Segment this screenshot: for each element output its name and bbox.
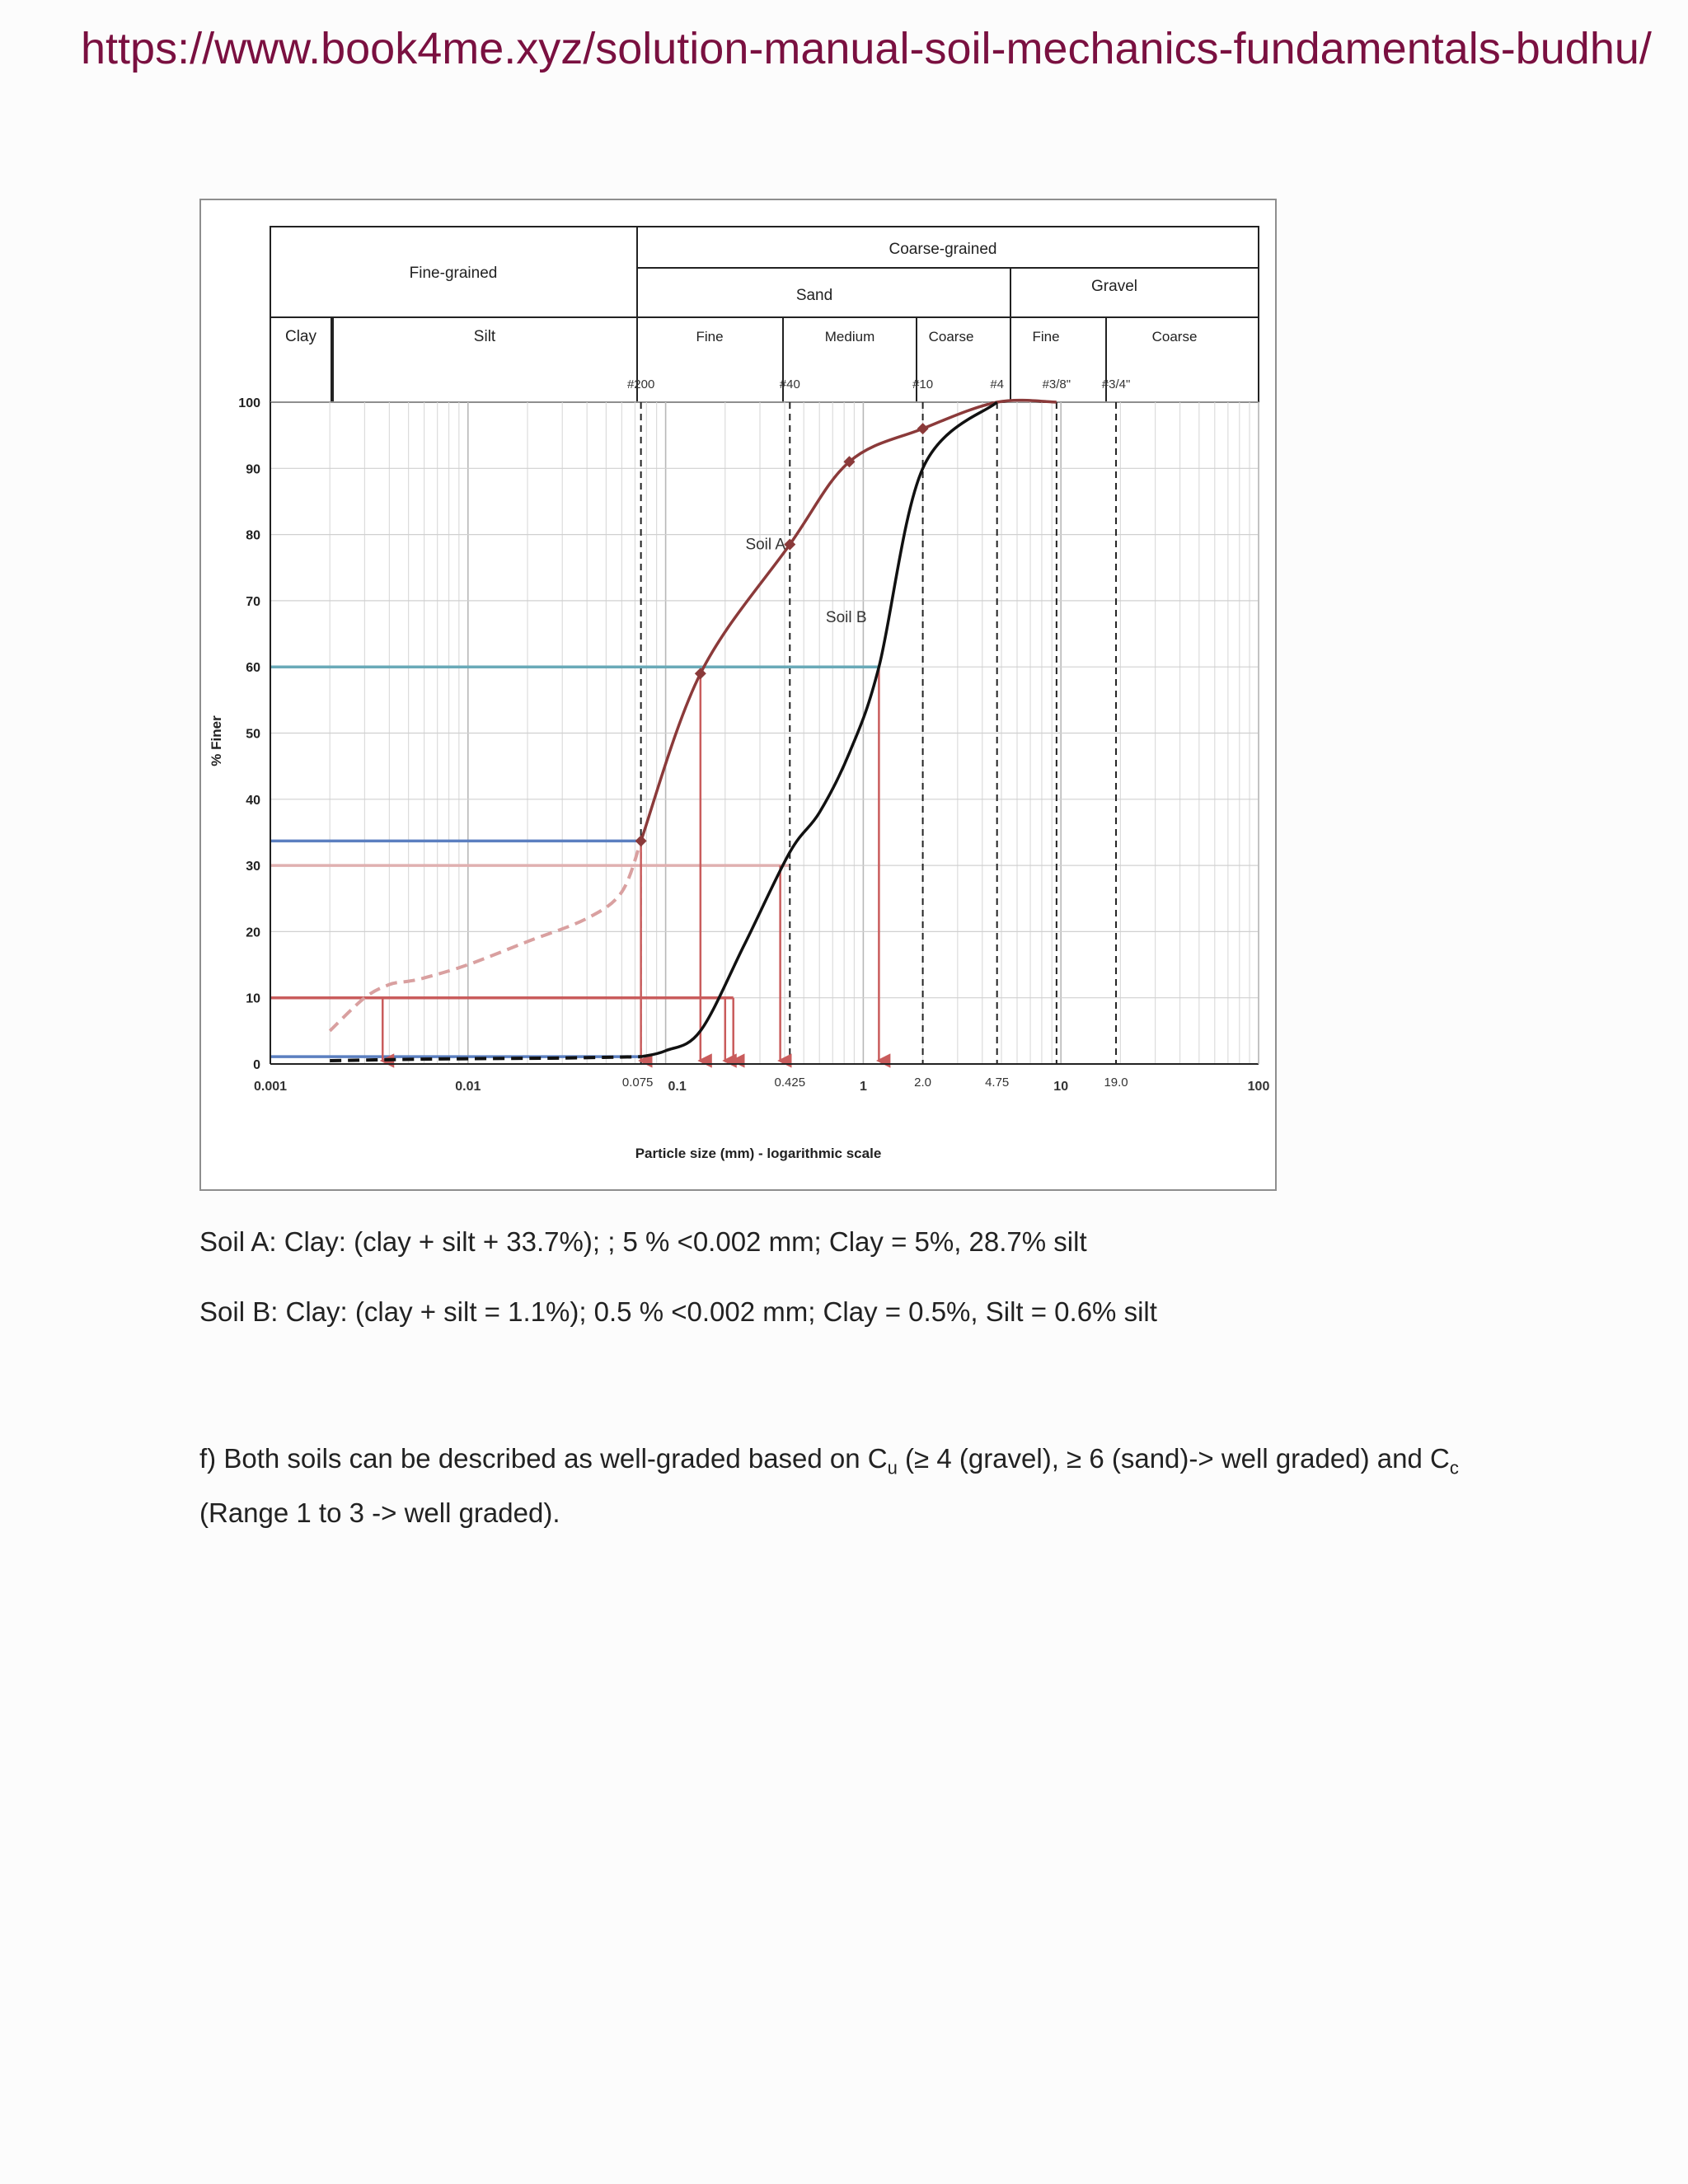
- sand-fine-label: Fine: [696, 329, 724, 344]
- y-tick-label: 0: [253, 1058, 260, 1072]
- y-tick-label: 30: [246, 860, 260, 874]
- data-point: [695, 668, 706, 679]
- fines-curve: [330, 841, 640, 1030]
- x-tick-label: 0.01: [455, 1080, 481, 1094]
- fine-grained-label: Fine-grained: [409, 265, 498, 282]
- sieve-label: #10: [912, 377, 934, 391]
- gravel-coarse-label: Coarse: [1151, 329, 1198, 344]
- x-tick-label: 0.425: [774, 1076, 806, 1090]
- y-tick-label: 100: [238, 396, 260, 410]
- gradation-curves: [330, 401, 1057, 1061]
- x-axis-label: Particle size (mm) - logarithmic scale: [635, 1146, 882, 1161]
- y-tick-label: 10: [246, 991, 260, 1006]
- y-tick-label: 70: [246, 594, 260, 609]
- clay-label: Clay: [284, 328, 317, 345]
- x-tick-label: 4.75: [985, 1076, 1010, 1090]
- sand-label: Sand: [795, 287, 833, 304]
- conclusion-text-2: (≥ 4 (gravel), ≥ 6 (sand)-> well graded) and C: [897, 1443, 1450, 1474]
- gravel-label: Gravel: [1091, 278, 1137, 295]
- soil-b-note: Soil B: Clay: (clay + silt = 1.1%); 0.5 % <0.002 mm; Clay = 0.5%, Silt = 0.6% silt: [199, 1296, 1157, 1327]
- y-tick-label: 80: [246, 528, 260, 543]
- classification-table-border: [270, 227, 1259, 402]
- x-tick-label: 0.1: [668, 1080, 687, 1094]
- y-tick-label: 40: [246, 793, 260, 808]
- gravel-fine-label: Fine: [1032, 329, 1060, 344]
- y-tick-label: 20: [246, 926, 260, 940]
- y-tick-label: 90: [246, 462, 260, 477]
- soil-a-note: Soil A: Clay: (clay + silt + 33.7%); ; 5 % <0.002 mm; Clay = 5%, 28.7% silt: [199, 1226, 1087, 1257]
- chart-axes: [238, 396, 1269, 1094]
- x-tick-label: 2.0: [914, 1076, 932, 1090]
- x-tick-label: 0.001: [253, 1080, 288, 1094]
- x-tick-label: 0.075: [621, 1076, 654, 1090]
- sieve-label: #3/4": [1101, 377, 1131, 391]
- x-tick-label: 10: [1053, 1080, 1069, 1094]
- data-point: [635, 835, 647, 846]
- sieve-label: #3/8": [1042, 377, 1071, 391]
- silt-label: Silt: [473, 328, 496, 345]
- data-point: [917, 423, 929, 434]
- sieve-label: #4: [990, 377, 1005, 391]
- sieve-label: #40: [779, 377, 800, 391]
- grain-size-chart: [199, 199, 1277, 1191]
- x-tick-label: 100: [1247, 1080, 1270, 1094]
- conclusion-text-1: f) Both soils can be described as well-graded based on C: [199, 1443, 888, 1474]
- chart-canvas: [201, 200, 1278, 1193]
- y-tick-label: 50: [246, 727, 260, 742]
- series-annotation: Soil A: [745, 536, 786, 554]
- x-tick-label: 1: [859, 1080, 867, 1094]
- series-annotation: Soil B: [825, 608, 867, 626]
- cc-subscript: c: [1449, 1457, 1459, 1479]
- source-url[interactable]: https://www.book4me.xyz/solution-manual-soil-mechanics-fundamentals-budhu/: [81, 24, 1652, 73]
- sand-medium-label: Medium: [824, 329, 875, 344]
- chart-grid: [270, 402, 1259, 1064]
- sieve-label: #200: [626, 377, 655, 391]
- cu-subscript: u: [887, 1457, 898, 1479]
- sand-coarse-label: Coarse: [928, 329, 974, 344]
- conclusion-text-3: (Range 1 to 3 -> well graded).: [199, 1497, 560, 1528]
- coarse-grained-label: Coarse-grained: [889, 241, 997, 258]
- y-axis-label: % Finer: [209, 715, 224, 766]
- soil-classification-header: [270, 227, 1259, 402]
- x-tick-label: 19.0: [1104, 1076, 1128, 1090]
- grading-conclusion: [199, 1436, 1485, 1535]
- y-tick-label: 60: [246, 661, 260, 676]
